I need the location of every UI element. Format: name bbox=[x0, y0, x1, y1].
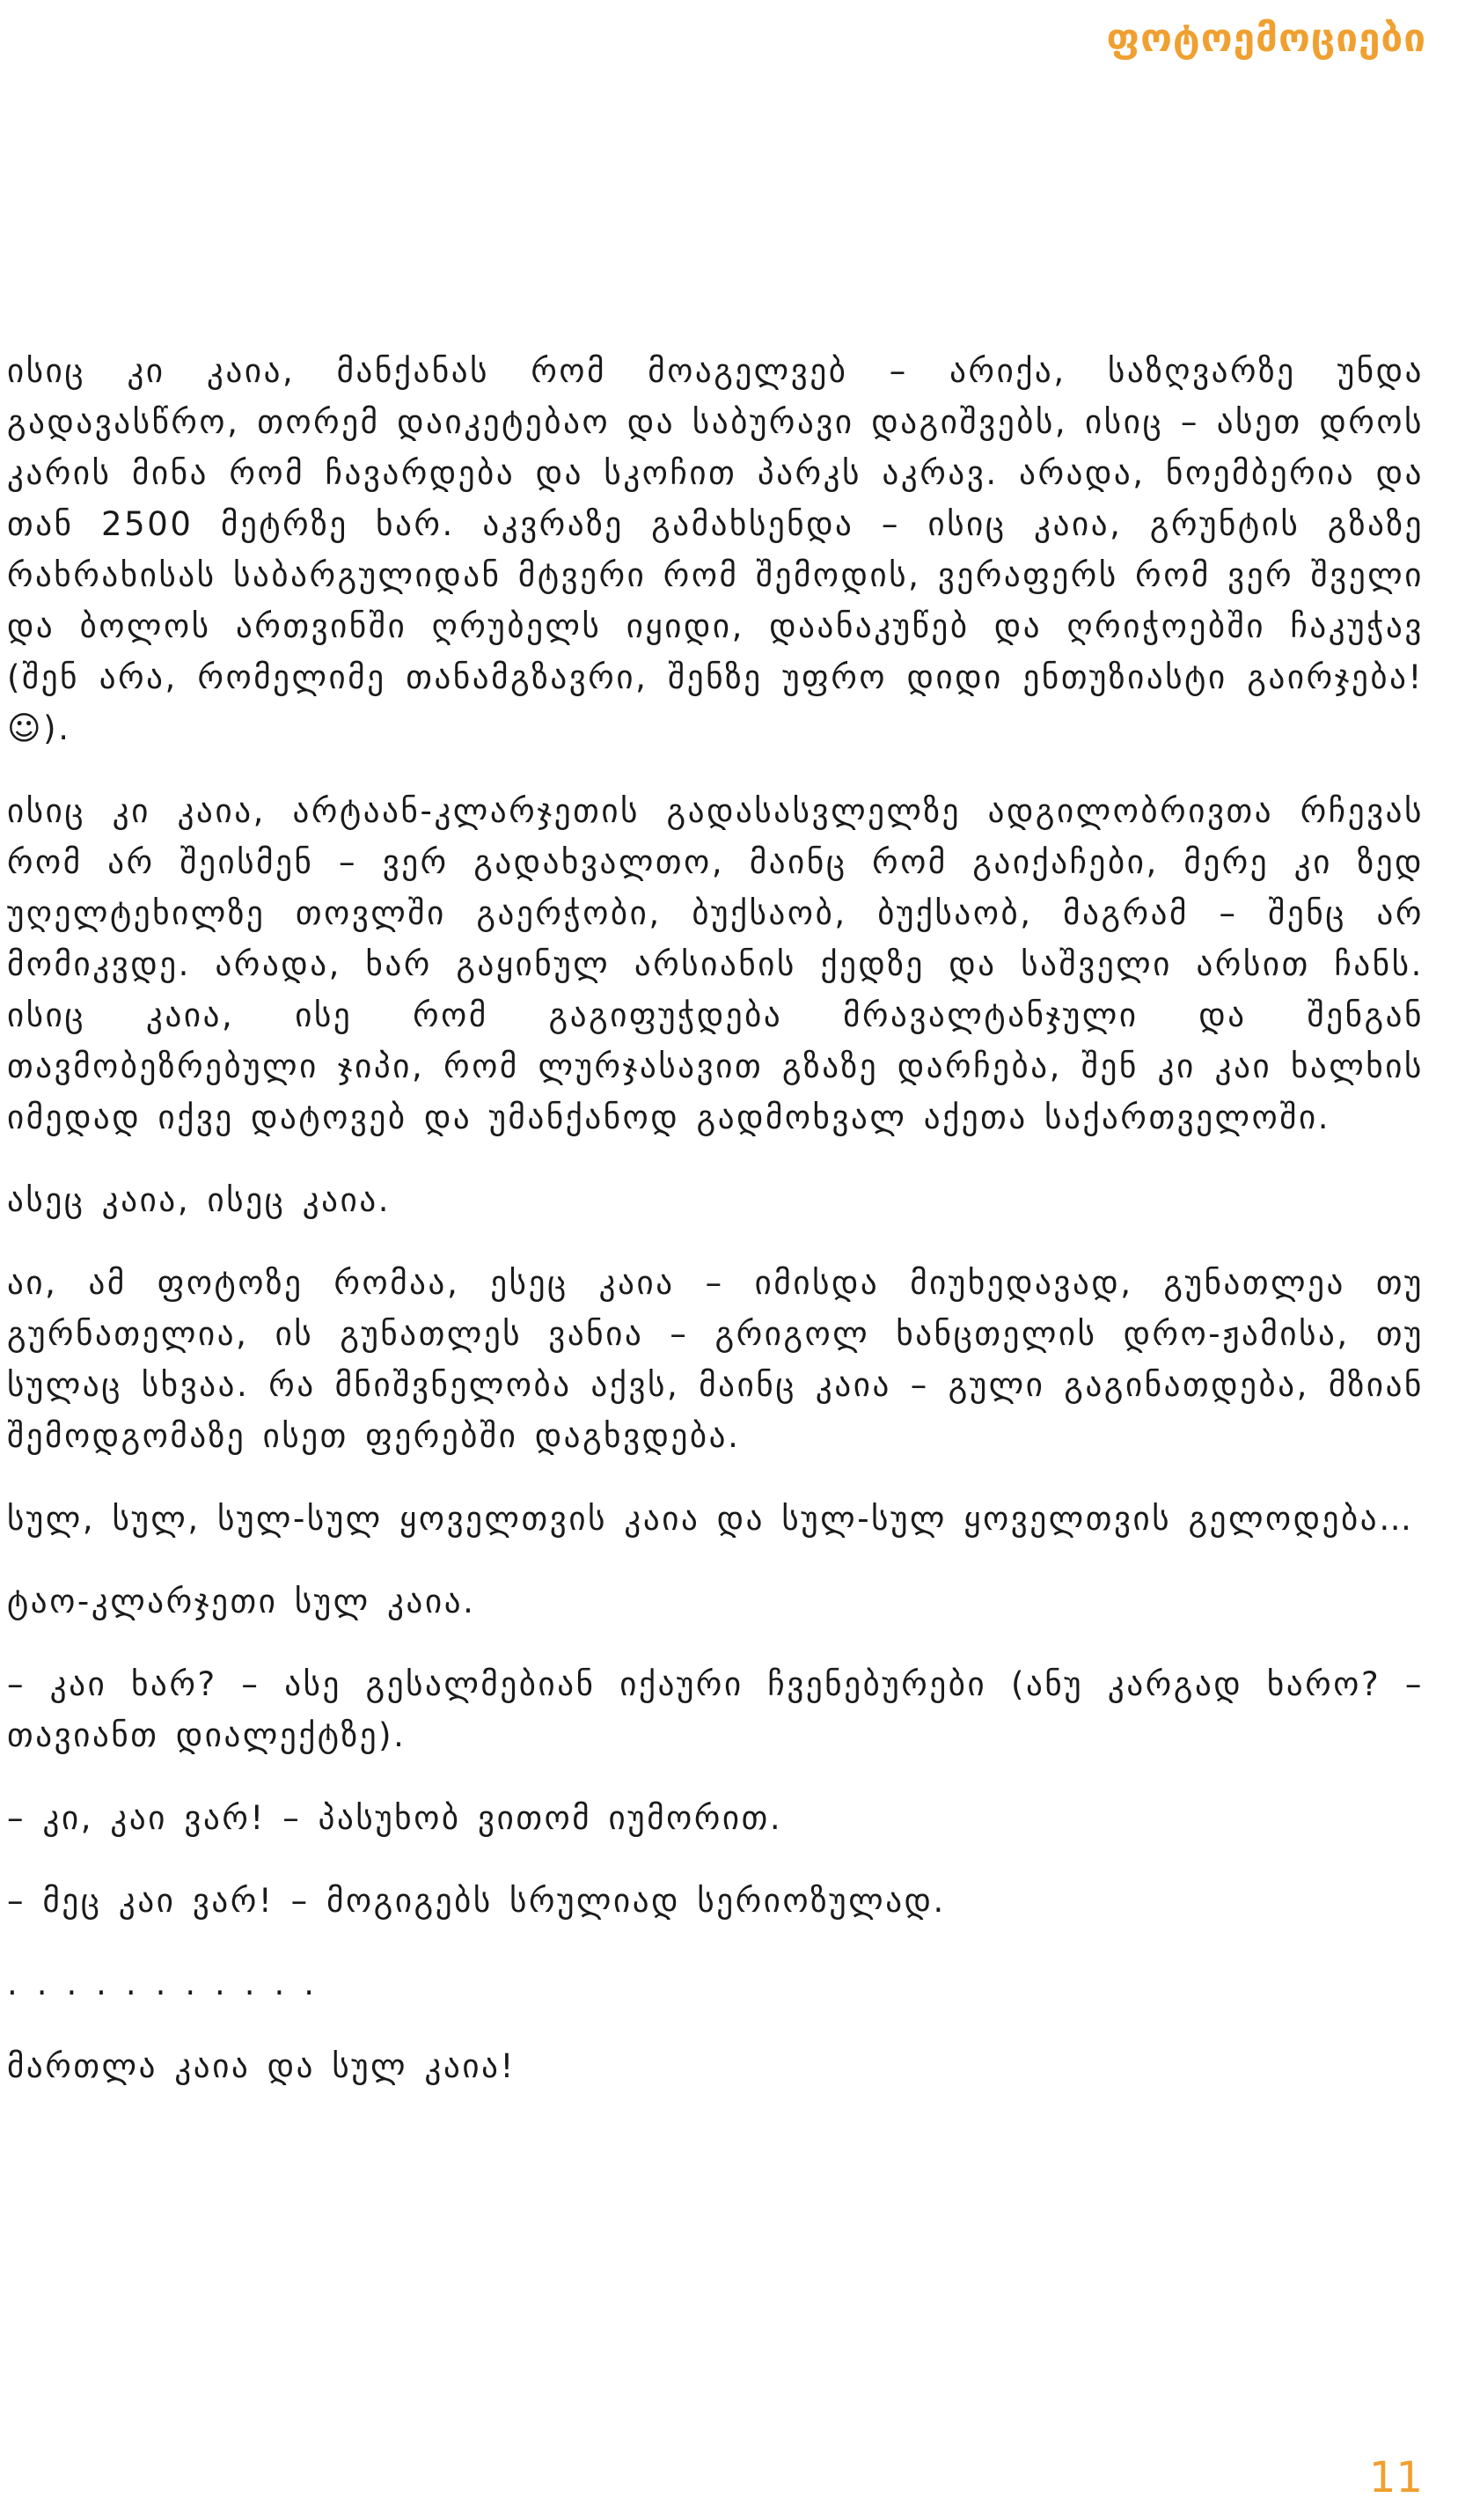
section-title: ფოტოემოციები bbox=[1106, 16, 1426, 61]
article-body bbox=[7, 346, 1424, 2092]
dialogue-line-1: – კაი ხარ? – ასე გესალმებიან იქაური ჩვენებურები (ანუ კარგად ხარო? – თავიანთ დიალექტზე). bbox=[7, 1665, 1424, 1754]
page-number: 11 bbox=[1368, 2453, 1423, 2502]
paragraph-6: ტაო-კლარჯეთი სულ კაია. bbox=[7, 1583, 476, 1620]
dialogue-line-2: – კი, კაი ვარ! – პასუხობ ვითომ იუმორით. bbox=[7, 1799, 783, 1837]
paragraph-1: ისიც კი კაია, მანქანას რომ მოაგელვებ – არიქა, საზღვარზე უნდა გადავასწრო, თორემ დაიკეტებაო და საბურავი დაგიშვებს, ისიც – ასეთ დროს კარის მინა რომ ჩავარდება და სკოჩით პარკს აკრავ. არადა, ნოემბერია და თან 2500 მეტრზე ხარ. აკვრაზე გამახსენდა – ისიც კაია, გრუნტის გზაზე რახრახისას საბარგულიდან მტვერი რომ შემოდის, ვერაფერს რომ ვერ შველი და ბოლოს ართვინში ღრუბელს იყიდი, დაანაკუწებ და ღრიჭოებში ჩაკუჭავ (შენ არა, რომელიმე თანამგზავრი, შენზე უფრო დიდი ენთუზიასტი გაირჯება! ☺). bbox=[7, 352, 1424, 747]
closing-line: მართლა კაია და სულ კაია! bbox=[7, 2047, 516, 2085]
paragraph-3: ასეც კაია, ისეც კაია. bbox=[7, 1181, 392, 1219]
dialogue-line-3: – მეც კაი ვარ! – მოგიგებს სრულიად სერიოზულად. bbox=[7, 1882, 946, 1920]
paragraph-4: აი, ამ ფოტოზე რომაა, ესეც კაია – იმისდა მიუხედავად, გუნათლეა თუ გურნათელია, ის გუნათლეს ვანია – გრიგოლ ხანცთელის დრო-ჟამისა, თუ სულაც სხვაა. რა მნიშვნელობა აქვს, მაინც კაია – გული გაგინათდება, მზიან შემოდგომაზე ისეთ ფერებში დაგხვდება. bbox=[7, 1264, 1424, 1455]
ellipsis-separator: . . . . . . . . . . . bbox=[7, 1965, 317, 2002]
paragraph-5: სულ, სულ, სულ-სულ ყოველთვის კაია და სულ-სულ ყოველთვის გელოდება… bbox=[7, 1500, 1414, 1538]
paragraph-2: ისიც კი კაია, არტაან-კლარჯეთის გადასასვლელზე ადგილობრივთა რჩევას რომ არ შეისმენ – ვერ გადახვალთო, მაინც რომ გაიქაჩები, მერე კი ზედ უღელტეხილზე თოვლში გაერჭობი, ბუქსაობ, ბუქსაობ, მაგრამ – შენც არ მომიკვდე. არადა, ხარ გაყინულ არსიანის ქედზე და საშველი არსით ჩანს. ისიც კაია, ისე რომ გაგიფუჭდება მრავალტანჯული და შენგან თავმობეზრებული ჯიპი, რომ ლურჯასავით გზაზე დარჩება, შენ კი კაი ხალხის იმედად იქვე დატოვებ და უმანქანოდ გადმოხვალ აქეთა საქართველოში. bbox=[7, 792, 1424, 1136]
